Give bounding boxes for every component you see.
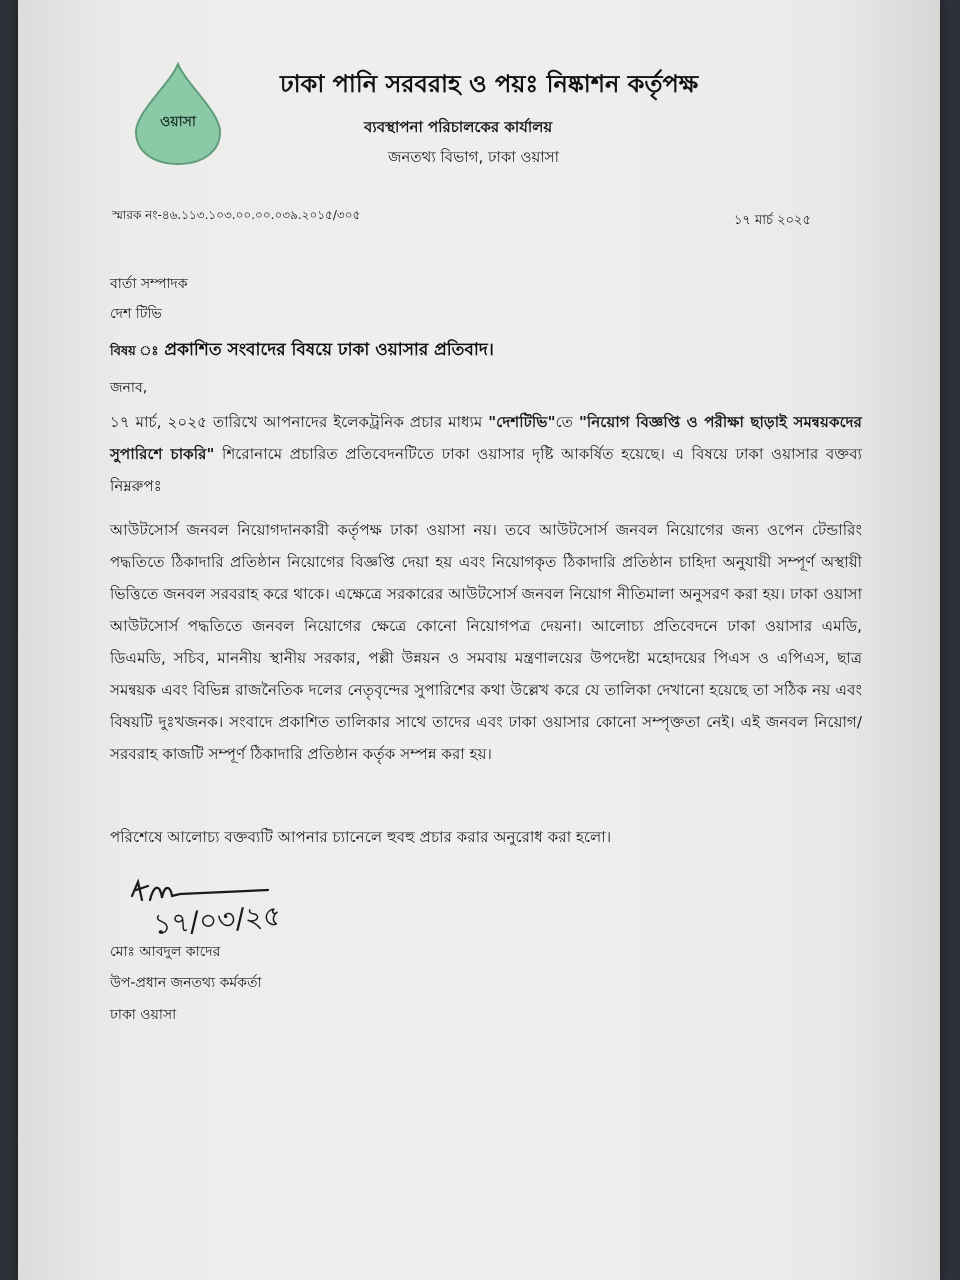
subject-line: [110, 337, 494, 365]
department-name: জনতথ্য বিভাগ, ঢাকা ওয়াসা: [388, 148, 559, 166]
closing-request: পরিশেষে আলোচ্য বক্তব্যটি আপনার চ্যানেলে হুবহু প্রচার করার অনুরোধ করা হলো।: [110, 828, 612, 846]
handwritten-date: ১৭/০৩/২৫: [152, 899, 283, 941]
paragraph-intro: [110, 406, 862, 502]
paragraph-statement: আউটসোর্স জনবল নিয়োগদানকারী কর্তৃপক্ষ ঢাকা ওয়াসা নয়। তবে আউটসোর্স জনবল নিয়োগের জন্য ওপেন টেন্ডারিং পদ্ধতিতে ঠিকাদারি প্রতিষ্ঠান নিয়োগের বিজ্ঞপ্তি দেয়া হয় এবং নিয়োগকৃত ঠিকাদারি প্রতিষ্ঠান চাহিদা অনুযায়ী সম্পূর্ণ অস্থায়ী ভিত্তিতে জনবল সরবরাহ করে থাকে। এক্ষেত্রে সরকারের আউটসোর্স জনবল নিয়োগ নীতিমালা অনুসরণ করা হয়। ঢাকা ওয়াসা আউটসোর্স পদ্ধতিতে জনবল নিয়োগের ক্ষেত্রে কোনো নিয়োগপত্র দেয়না। আলোচ্য প্রতিবেদনে ঢাকা ওয়াসার এমডি, ডিএমডি, সচিব, মাননীয় স্থানীয় সরকার, পল্লী উন্নয়ন ও সমবায় মন্ত্রণালয়ের উপদেষ্টা মহোদয়ের পিএস ও এপিএস, ছাত্র সমন্বয়ক এবং বিভিন্ন রাজনৈতিক দলের নেতৃবৃন্দের সুপারিশের কথা উল্লেখ করে যে তালিকা দেখানো হয়েছে তা সঠিক নয় এবং বিষয়টি দুঃখজনক। সংবাদে প্রকাশিত তালিকার সাথে তাদের এবং ঢাকা ওয়াসার কোনো সম্পৃক্ততা নেই। এই জনবল নিয়োগ/সরবরাহ কাজটি সম্পূর্ণ ঠিকাদারি প্রতিষ্ঠান কর্তৃক সম্পন্ন করা হয়।: [110, 521, 862, 763]
logo-text: ওয়াসা: [160, 114, 196, 130]
signature-scribble: [118, 876, 338, 942]
memo-number: স্মারক নং-৪৬.১১৩.১০৩.০০.০০.০৩৯.২০১৫/৩০৫: [112, 208, 361, 222]
subject-label: বিষয় ঃ: [110, 344, 159, 359]
office-name: ব্যবস্থাপনা পরিচালকের কার্যালয়: [364, 118, 553, 136]
intro-text-1: ১৭ মার্চ, ২০২৫ তারিখে আপনাদের ইলেকট্রনিক প্রচার মাধ্যম: [110, 413, 489, 431]
intro-text-3: শিরোনামে প্রচারিত প্রতিবেদনটিতে ঢাকা ওয়াসার দৃষ্টি আকর্ষিত হয়েছে। এ বিষয়ে ঢাকা ওয়াসার বক্তব্য নিম্নরুপঃ: [110, 445, 862, 495]
report-headline: "নিয়োগ বিজ্ঞপ্তি ও পরীক্ষা ছাড়াই সমন্বয়কদের সুপারিশে চাকরি": [110, 413, 862, 463]
handwritten-signature: [118, 876, 338, 942]
signatory-name: মোঃ আবদুল কাদের: [110, 944, 221, 960]
recipient-title: বার্তা সম্পাদক: [110, 276, 188, 292]
channel-name: "দেশটিভি": [488, 413, 556, 431]
salutation: জনাব,: [110, 380, 148, 396]
signatory-designation: উপ-প্রধান জনতথ্য কর্মকর্তা: [110, 975, 262, 991]
wasa-logo: [128, 62, 228, 166]
signatory-organization: ঢাকা ওয়াসা: [110, 1007, 177, 1023]
subject-text: প্রকাশিত সংবাদের বিষয়ে ঢাকা ওয়াসার প্রতিবাদ।: [164, 340, 494, 360]
recipient-org: দেশ টিভি: [110, 306, 162, 322]
organization-name: ঢাকা পানি সরবরাহ ও পয়ঃ নিষ্কাশন কর্তৃপক্ষ: [280, 70, 699, 98]
letter-date: ১৭ মার্চ ২০২৫: [734, 213, 811, 228]
letter-page: [18, 0, 940, 1280]
intro-text-2: তে: [555, 413, 579, 431]
